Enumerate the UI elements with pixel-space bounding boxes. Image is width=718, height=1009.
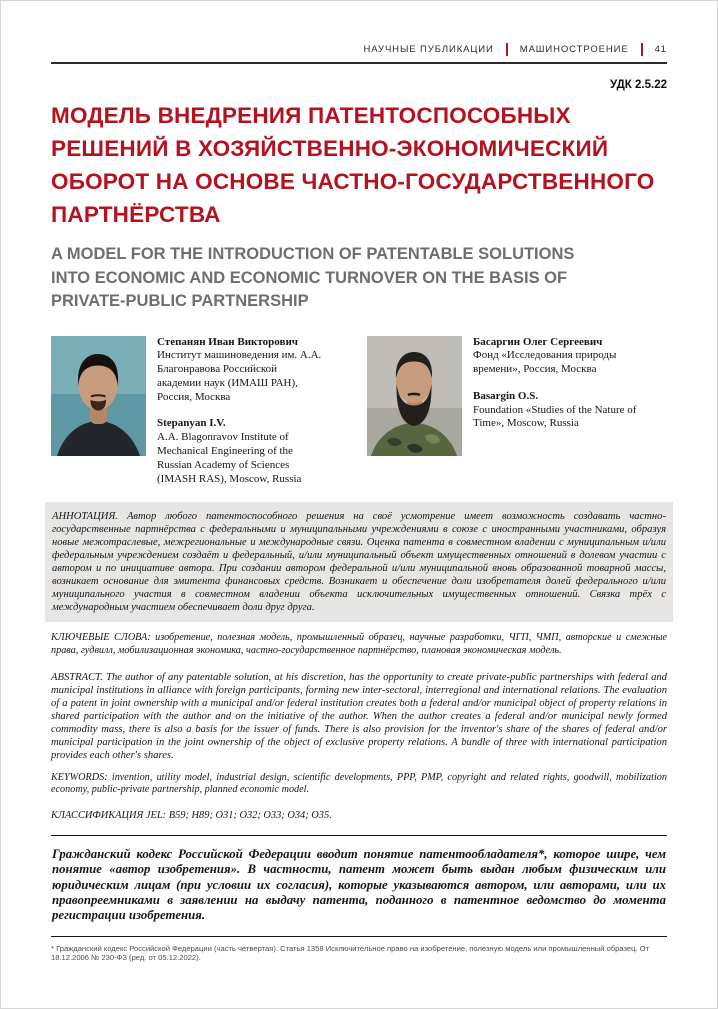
author-info-ru: [473, 336, 638, 377]
author-info: [473, 336, 638, 487]
abstract-english: [51, 671, 667, 762]
author-affiliation-ru: Институт машиноведения им. А.А. Благонравова Российской академии наук (ИМАШ РАН), Россия, Москва: [157, 349, 322, 403]
authors-section: [51, 336, 667, 487]
keywords-russian-text: изобретение, полезная модель, промышленный образец, научные разработки, ЧГП, ЧМП, авторские и смежные права, гудвилл, мобилизационная экономика, частно-государственное партнёрство, плановая экономическая модель.: [51, 632, 668, 657]
title-ru-line: ПАРТНЁРСТВА: [51, 202, 221, 227]
header-divider-bar: [641, 43, 643, 56]
header-rule: [51, 62, 667, 64]
header-section-label: НАУЧНЫЕ ПУБЛИКАЦИИ: [363, 44, 494, 55]
author-affiliation-en: A.A. Blagonravov Institute of Mechanical Engineering of the Russian Academy of Sciences (IMASH RAS), Moscow, Russia: [157, 431, 302, 485]
author-card: [51, 336, 351, 487]
author-info: [157, 336, 322, 487]
author-name-en: Stepanyan I.V.: [157, 417, 226, 430]
author-name-ru: Басаргин Олег Сергеевич: [473, 335, 603, 348]
udk-code: УДК 2.5.22: [610, 79, 667, 91]
keywords-russian-label: КЛЮЧЕВЫЕ СЛОВА:: [51, 632, 151, 644]
title-ru-line: РЕШЕНИЙ В ХОЗЯЙСТВЕННО-ЭКОНОМИЧЕСКИЙ: [51, 136, 609, 161]
author-affiliation-en: Foundation «Studies of the Nature of Time», Moscow, Russia: [473, 403, 637, 430]
title-ru-line: ОБОРОТ НА ОСНОВЕ ЧАСТНО-ГОСУДАРСТВЕННОГО: [51, 169, 655, 194]
title-en-line: INTO ECONOMIC AND ECONOMIC TURNOVER ON THE BASIS OF: [51, 268, 568, 287]
author-info-en: [473, 390, 638, 431]
abstract-english-text: The author of any patentable solution, at his discretion, has the opportunity to create private-public partnerships with federal and municipal institutions in alliance with foreign participants, forming new inter-sectoral, interregional and international relations. The evaluation of a patent in joint ownership with a municipal and/or federal institution creates both a federal and/or municipal object of property relations in shared participation with the author and on the initiative of the author. When the author creates a federal and/or municipal newly formed commodity mass, there is also a basis for the issuer of funds. There is also provision for the inventor's share of the shares of federal and/or municipal participation in the joint ownership of the object of exclusive property relations. A bundle of three with international participation provides each other's shares.: [51, 671, 667, 761]
jel-codes: B59; H89; O31; O32; O33; O34; O35.: [168, 809, 332, 821]
keywords-english: [51, 772, 667, 797]
jel-label: КЛАССИФИКАЦИЯ JEL:: [51, 809, 167, 821]
header-category-label: МАШИНОСТРОЕНИЕ: [519, 44, 629, 55]
jel-classification: [51, 810, 667, 821]
author-card: [367, 336, 667, 487]
page-header: [51, 43, 667, 56]
author-info-en: [157, 417, 322, 486]
keywords-english-label: KEYWORDS:: [51, 771, 108, 783]
abstract-russian-label: АННОТАЦИЯ.: [52, 511, 119, 523]
keywords-russian: [51, 632, 667, 657]
keywords-english-text: invention, utility model, industrial design, scientific developments, PPP, PMP, copyright and related rights, goodwill, mobilization economy, public-private partnership, planned economic model.: [51, 771, 667, 796]
abstract-english-label: ABSTRACT.: [51, 671, 103, 683]
author-photo-basargin: [367, 336, 462, 456]
abstract-russian-text: Автор любого патентоспособного решения на своё усмотрение имеет возможность создавать частно-государственные партнёрства с федеральными и муниципальными учреждениями в союзе с иностранными участниками, образуя новые межотраслевые, межрегиональные и международные связи. Оценка патента в совместном владении с муниципальным и/или федеральным учреждением создаёт и федеральный, и/или муниципальный объект имущественных отношений в долевом участии с автором и по инициативе автора. При создании автором федеральной и/или муниципальной вновь образованной товарной массы, возникает основание для эмитента финансовых средств. Возникает и обеспечение доли изобретателя долей федерального и/или муниципального участия в совместном владении объекта исключительных имущественных отношений. Связка трёх с международным участием обеспечивает доли друг друга.: [52, 511, 666, 614]
article-title-ru: [51, 99, 667, 231]
header-divider-bar: [506, 43, 508, 56]
title-en-line: PRIVATE-PUBLIC PARTNERSHIP: [51, 292, 309, 310]
author-info-ru: [157, 336, 322, 405]
abstract-russian: [45, 502, 673, 622]
author-name-en: Basargin O.S.: [473, 389, 539, 402]
title-ru-line: МОДЕЛЬ ВНЕДРЕНИЯ ПАТЕНТОСПОСОБНЫХ: [51, 103, 571, 128]
intro-paragraph-text: Гражданский кодекс Российской Федерации вводит понятие патентообладателя*, которое шире, чем понятие «автор изобретения». В частности, патент может быть выдан любым физическим или юридическим лицам (при условии их согласия), которые указываются автором, или авторами, или их правопреемниками в заявлении на выдачу патента, поданного в патентное ведомство до момента регистрации изобретения.: [52, 846, 666, 923]
author-affiliation-ru: Фонд «Исследования природы времени», Россия, Москва: [473, 349, 617, 376]
footnote: * Гражданский кодекс Российской Федерации (часть четвертая). Статья 1358 Исключительное право на изобретение, полезную модель или промышленный образец. От 18.12.2006 № 230-ФЗ (ред. от 05.12.2022).: [51, 943, 650, 963]
author-photo-stepanyan: [51, 336, 146, 456]
intro-paragraph-box: [51, 835, 667, 937]
page-number: 41: [654, 44, 667, 55]
article-title-en: [51, 243, 667, 314]
author-name-ru: Степанян Иван Викторович: [157, 335, 298, 348]
title-en-line: A MODEL FOR THE INTRODUCTION OF PATENTABLE SOLUTIONS: [51, 245, 575, 263]
